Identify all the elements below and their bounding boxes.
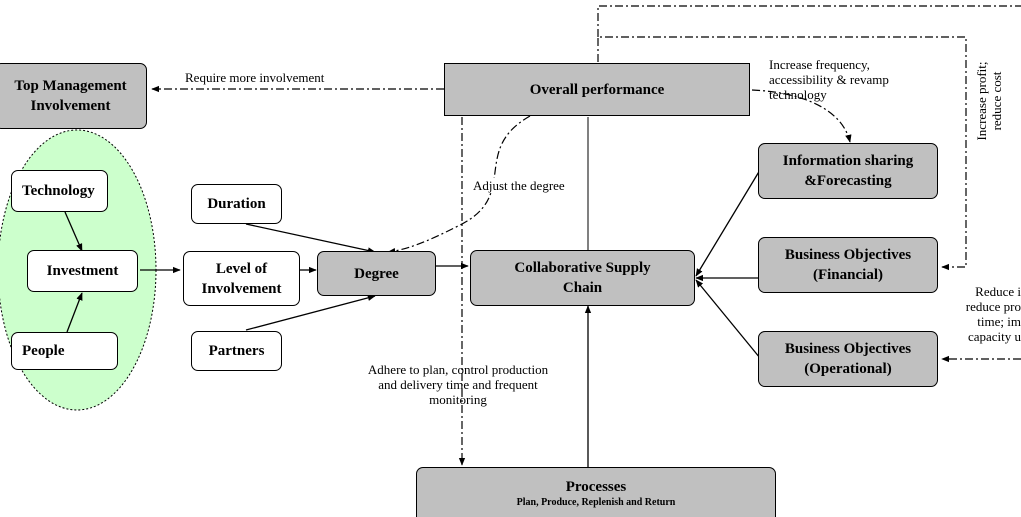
processes-title: Processes bbox=[565, 478, 627, 495]
increase-profit-label: Increase profit; reduce cost bbox=[974, 61, 1004, 141]
duration-to-degree-arrow bbox=[246, 224, 375, 252]
collaborative-supply-chain-box: Collaborative Supply Chain bbox=[470, 250, 695, 306]
adjust-degree-label: Adjust the degree bbox=[473, 178, 565, 193]
adhere-to-plan-label: Adhere to plan, control production and delivery time and frequent monitoring bbox=[367, 362, 549, 407]
overall-performance-box: Overall performance bbox=[444, 63, 750, 116]
duration-box: Duration bbox=[191, 184, 282, 224]
level-of-involvement-box: Level of Involvement bbox=[183, 251, 300, 306]
degree-box: Degree bbox=[317, 251, 436, 296]
info-sharing-to-csc-arrow bbox=[696, 170, 760, 276]
business-objectives-operational-box: Business Objectives (Operational) bbox=[758, 331, 938, 387]
information-sharing-box: Information sharing &Forecasting bbox=[758, 143, 938, 199]
investment-box: Investment bbox=[27, 250, 138, 292]
require-more-involvement-label: Require more involvement bbox=[185, 70, 325, 85]
reduce-cut-label: Reduce i reduce pro time; im capacity u bbox=[965, 284, 1021, 344]
business-objectives-financial-box: Business Objectives (Financial) bbox=[758, 237, 938, 293]
processes-subtitle: Plan, Produce, Replenish and Return bbox=[516, 496, 676, 508]
operational-to-csc-arrow bbox=[696, 280, 760, 358]
processes-box bbox=[416, 467, 776, 517]
technology-box: Technology bbox=[11, 170, 108, 212]
top-management-box: Top Management Involvement bbox=[0, 63, 147, 129]
increase-frequency-label: Increase frequency, accessibility & revamp technology bbox=[769, 57, 889, 102]
people-box: People bbox=[11, 332, 118, 370]
partners-box: Partners bbox=[191, 331, 282, 371]
